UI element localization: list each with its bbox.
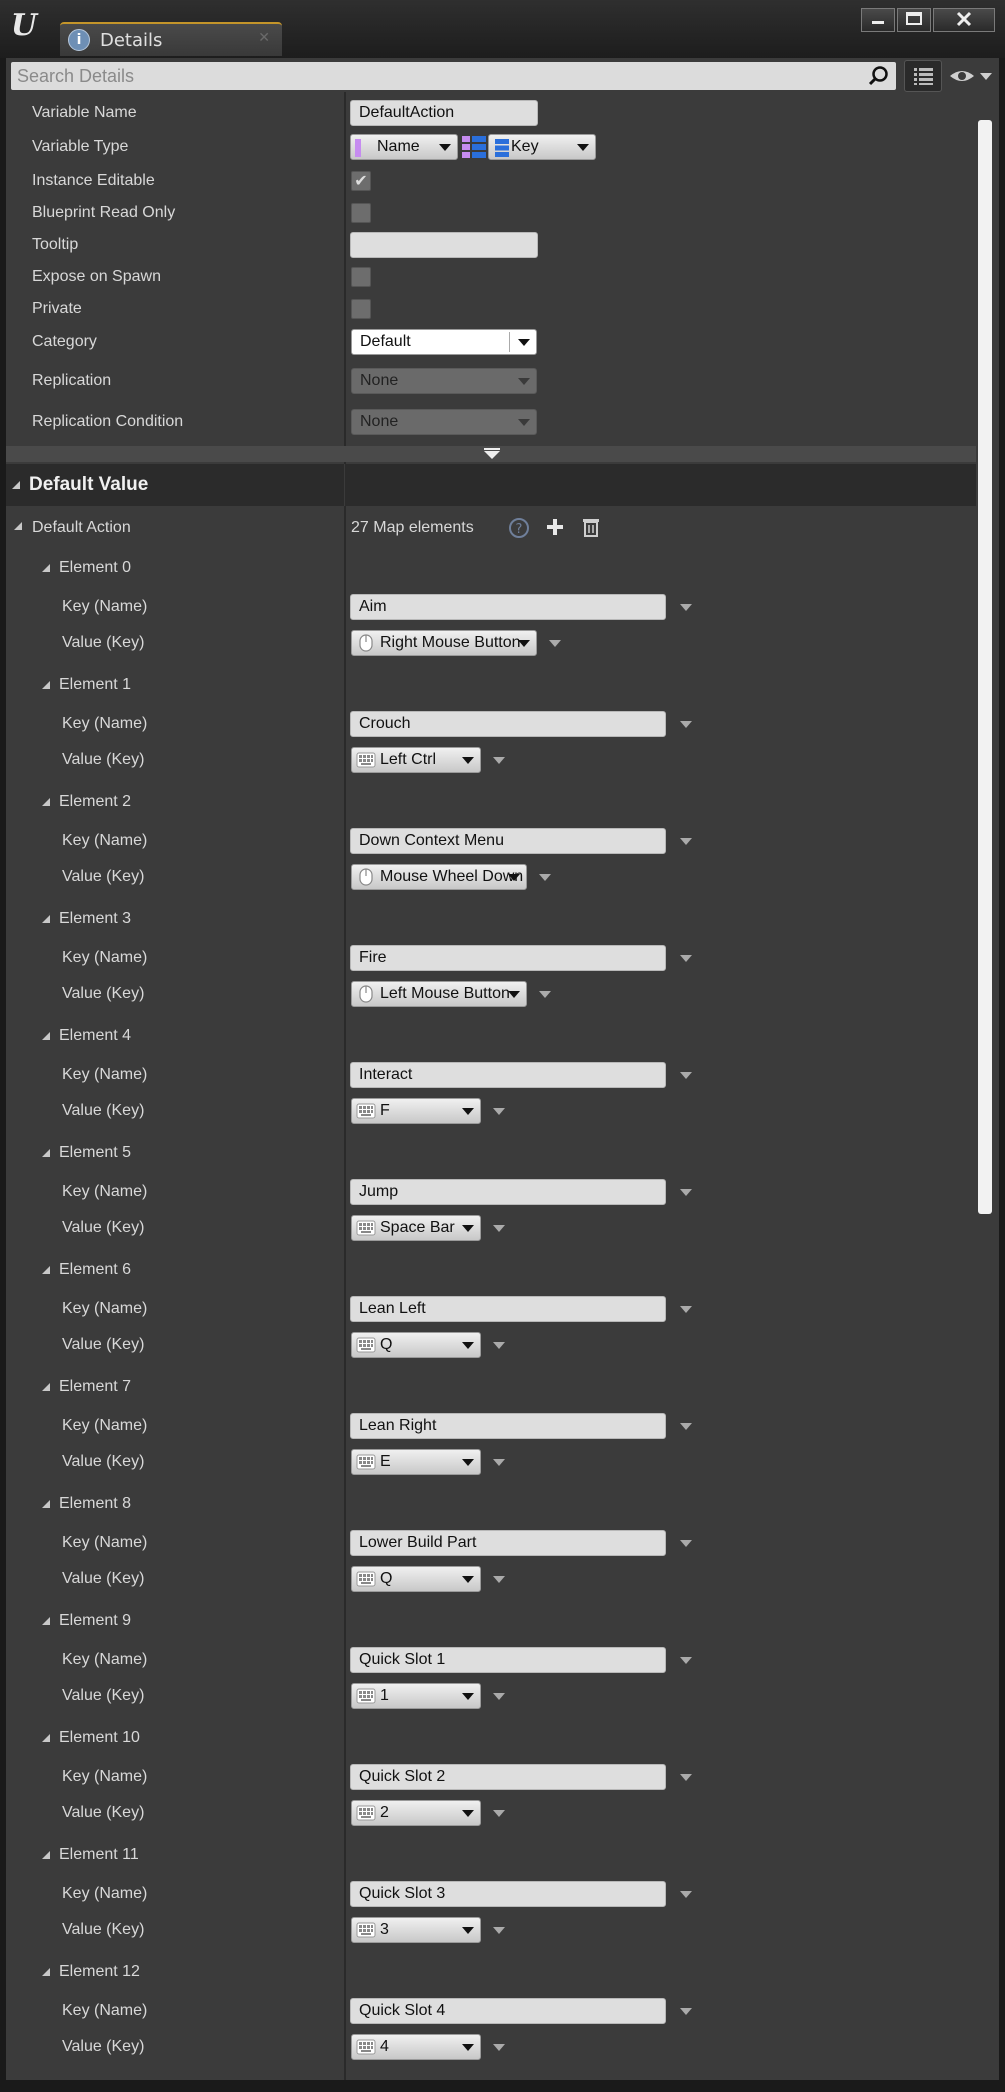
name-pin-icon [355,139,363,157]
keyboard-icon [356,1219,376,1237]
element-title: Element 12 [59,1963,140,1980]
replication-row [6,362,976,400]
element-key-row [6,1641,976,1679]
blueprint-read-only-label: Blueprint Read Only [32,204,176,221]
view-options-button[interactable] [904,60,942,92]
element-value-text: Q [380,1570,393,1587]
chevron-down-icon [462,757,474,764]
key-pin-icon [495,139,509,157]
element-value-text: 1 [380,1687,389,1704]
value-key-label: Value (Key) [62,1219,145,1236]
chevron-down-icon [508,991,520,998]
chevron-down-icon [462,1225,474,1232]
map-element-header[interactable] [6,550,976,588]
keyboard-icon [356,751,376,769]
element-key-input[interactable]: Interact [350,1062,666,1088]
element-value-text: Left Mouse Button [380,985,510,1002]
element-title: Element 8 [59,1495,132,1512]
element-value-row [6,626,976,664]
map-element-header[interactable] [6,1486,976,1524]
map-element-header[interactable] [6,1954,976,1992]
search-box [11,62,896,90]
value-key-label: Value (Key) [62,985,145,1002]
element-key-input[interactable]: Down Context Menu [350,828,666,854]
close-button[interactable] [933,8,995,32]
element-key-input[interactable]: Quick Slot 4 [350,1998,666,2024]
map-element-header[interactable] [6,1837,976,1875]
help-icon[interactable] [508,517,530,539]
keyboard-icon [356,1453,376,1471]
map-element-header[interactable] [6,901,976,939]
default-action-label: Default Action [32,519,131,536]
key-name-label: Key (Name) [62,1768,148,1785]
default-action-row [6,508,976,548]
svg-text:?: ? [515,522,523,537]
element-title: Element 3 [59,910,132,927]
key-name-label: Key (Name) [62,1651,148,1668]
element-value-dropdown[interactable] [351,1917,481,1943]
details-panel [6,58,999,2080]
tooltip-label: Tooltip [32,236,79,253]
key-name-label: Key (Name) [62,715,148,732]
value-options-chevron-icon[interactable] [493,1576,505,1583]
key-options-chevron-icon[interactable] [680,2008,692,2015]
element-value-dropdown[interactable] [351,630,537,656]
map-element-header[interactable] [6,1018,976,1056]
tooltip-input[interactable] [350,232,538,258]
key-options-chevron-icon[interactable] [680,1540,692,1547]
key-options-chevron-icon[interactable] [680,1774,692,1781]
chevron-down-icon [462,2044,474,2051]
key-options-chevron-icon[interactable] [680,955,692,962]
collapse-icon[interactable] [42,681,50,689]
keyboard-icon [356,1687,376,1705]
collapse-icon[interactable] [42,915,50,923]
tab-close-icon[interactable]: ✕ [258,30,270,46]
section-title: Default Value [29,474,149,495]
replication-condition-value: None [360,413,399,430]
category-row [6,324,976,360]
map-element-count: 27 Map elements [351,519,474,536]
key-type-text: Name [377,138,420,155]
map-element-header[interactable] [6,1603,976,1641]
key-name-label: Key (Name) [62,832,148,849]
key-options-chevron-icon[interactable] [680,1072,692,1079]
element-key-input[interactable]: Quick Slot 3 [350,1881,666,1907]
chevron-down-icon [462,1810,474,1817]
element-value-dropdown[interactable] [351,2034,481,2060]
element-title: Element 5 [59,1144,132,1161]
expose-on-spawn-row [6,260,976,294]
key-name-label: Key (Name) [62,949,148,966]
value-key-label: Value (Key) [62,1570,145,1587]
element-key-row [6,1056,976,1094]
blueprint-read-only-row [6,196,976,230]
element-title: Element 7 [59,1378,132,1395]
collapse-icon[interactable] [42,1968,50,1976]
replication-dropdown[interactable] [351,368,537,394]
advanced-expander[interactable] [6,446,976,462]
key-name-label: Key (Name) [62,1183,148,1200]
value-type-dropdown[interactable] [488,134,596,160]
key-options-chevron-icon[interactable] [680,1423,692,1430]
replication-label: Replication [32,372,112,389]
chevron-down-icon [508,874,520,881]
chevron-down-icon [484,451,500,459]
value-options-chevron-icon[interactable] [549,640,561,647]
chevron-down-icon [518,378,530,385]
element-value-text: Mouse Wheel Down [380,868,524,885]
element-key-input[interactable]: Lower Build Part [350,1530,666,1556]
element-value-text: F [380,1102,390,1119]
expose-on-spawn-checkbox[interactable] [351,267,371,287]
element-value-text: E [380,1453,391,1470]
element-title: Element 6 [59,1261,132,1278]
title-bar [0,0,1005,58]
element-key-input[interactable]: Lean Left [350,1296,666,1322]
key-options-chevron-icon[interactable] [680,721,692,728]
chevron-down-icon [462,1108,474,1115]
element-value-row [6,1094,976,1132]
value-key-label: Value (Key) [62,1804,145,1821]
element-value-dropdown[interactable] [351,1566,481,1592]
element-value-row [6,743,976,781]
element-title: Element 4 [59,1027,132,1044]
element-key-row [6,822,976,860]
replication-condition-label: Replication Condition [32,413,184,430]
element-key-input[interactable]: Jump [350,1179,666,1205]
element-value-dropdown[interactable] [351,864,527,890]
value-options-chevron-icon[interactable] [493,1225,505,1232]
trash-icon[interactable] [580,516,602,538]
chevron-down-icon [518,339,530,346]
mouse-icon [356,868,376,886]
chevron-down-icon [439,144,451,151]
value-options-chevron-icon[interactable] [493,1693,505,1700]
element-key-row [6,1173,976,1211]
value-options-chevron-icon[interactable] [493,1810,505,1817]
unreal-logo-icon: U [10,8,38,43]
element-value-row [6,1211,976,1249]
chevron-down-icon [462,1459,474,1466]
search-icon[interactable] [868,65,890,87]
replication-condition-dropdown[interactable] [351,409,537,435]
element-key-row [6,1758,976,1796]
element-value-dropdown[interactable] [351,1215,481,1241]
element-value-text: 3 [380,1921,389,1938]
value-key-label: Value (Key) [62,1102,145,1119]
key-name-label: Key (Name) [62,1885,148,1902]
map-element-header[interactable] [6,1252,976,1290]
category-label: Category [32,333,97,350]
collapse-icon[interactable] [42,1383,50,1391]
private-row [6,292,976,326]
collapse-icon[interactable] [42,1266,50,1274]
maximize-icon [904,9,924,29]
element-key-row [6,939,976,977]
element-key-row [6,588,976,626]
value-key-label: Value (Key) [62,1921,145,1938]
element-value-text: Left Ctrl [380,751,437,768]
value-options-chevron-icon[interactable] [493,1459,505,1466]
element-value-dropdown[interactable] [351,1449,481,1475]
element-value-row [6,1679,976,1717]
element-value-row [6,1328,976,1366]
key-name-label: Key (Name) [62,2002,148,2019]
value-key-label: Value (Key) [62,1687,145,1704]
map-element-header[interactable] [6,1135,976,1173]
map-element-header[interactable] [6,784,976,822]
element-key-row [6,1992,976,2030]
keyboard-icon [356,1336,376,1354]
maximize-button[interactable] [897,8,931,32]
value-key-label: Value (Key) [62,1453,145,1470]
value-options-chevron-icon[interactable] [539,874,551,881]
value-options-chevron-icon[interactable] [539,991,551,998]
value-key-label: Value (Key) [62,1336,145,1353]
value-options-chevron-icon[interactable] [493,1342,505,1349]
element-value-dropdown[interactable] [351,1683,481,1709]
element-value-text: 2 [380,1804,389,1821]
private-label: Private [32,300,82,317]
element-value-row [6,2030,976,2068]
element-title: Element 1 [59,676,132,693]
element-value-row [6,1796,976,1834]
key-name-label: Key (Name) [62,1066,148,1083]
collapse-icon[interactable] [42,1851,50,1859]
key-options-chevron-icon[interactable] [680,1189,692,1196]
element-value-row [6,1913,976,1951]
collapse-icon[interactable] [42,1617,50,1625]
keyboard-icon [356,1804,376,1822]
keyboard-icon [356,1570,376,1588]
element-value-text: Right Mouse Button [380,634,521,651]
category-dropdown[interactable] [351,329,537,355]
tab-label: Details [100,30,163,51]
value-options-chevron-icon[interactable] [493,1108,505,1115]
element-key-input[interactable]: Crouch [350,711,666,737]
element-value-text: Space Bar [380,1219,455,1236]
default-value-section-header[interactable] [6,464,976,506]
element-title: Element 10 [59,1729,140,1746]
keyboard-icon [356,1102,376,1120]
chevron-down-icon [462,1342,474,1349]
collapse-icon[interactable] [42,798,50,806]
element-key-input[interactable]: Quick Slot 2 [350,1764,666,1790]
element-key-row [6,1407,976,1445]
variable-name-input[interactable]: DefaultAction [350,100,538,126]
element-value-text: 4 [380,2038,389,2055]
element-value-row [6,860,976,898]
element-key-row [6,1524,976,1562]
keyboard-icon [356,2038,376,2056]
key-options-chevron-icon[interactable] [680,838,692,845]
replication-condition-row [6,402,976,442]
element-title: Element 0 [59,559,132,576]
chevron-down-icon [518,419,530,426]
add-element-icon[interactable] [544,516,566,538]
expand-line-icon [484,448,500,450]
collapse-icon[interactable] [42,1149,50,1157]
element-key-input[interactable]: Lean Right [350,1413,666,1439]
map-element-header[interactable] [6,1720,976,1758]
instance-editable-label: Instance Editable [32,172,155,189]
element-key-row [6,1290,976,1328]
replication-value: None [360,372,399,389]
keyboard-icon [356,1921,376,1939]
element-value-dropdown[interactable] [351,1332,481,1358]
key-name-label: Key (Name) [62,1300,148,1317]
element-title: Element 2 [59,793,132,810]
element-value-dropdown[interactable] [351,747,481,773]
element-key-row [6,705,976,743]
element-value-text: Q [380,1336,393,1353]
element-value-dropdown[interactable] [351,1098,481,1124]
element-key-input[interactable]: Quick Slot 1 [350,1647,666,1673]
collapse-icon[interactable] [14,522,22,530]
element-key-input[interactable]: Aim [350,594,666,620]
chevron-down-icon [462,1693,474,1700]
search-input[interactable] [17,62,857,90]
expose-on-spawn-label: Expose on Spawn [32,268,161,285]
tooltip-row [6,228,976,262]
variable-name-row [6,96,976,130]
element-title: Element 9 [59,1612,132,1629]
chevron-down-icon [462,1576,474,1583]
value-key-label: Value (Key) [62,634,145,651]
variable-type-label: Variable Type [32,138,129,155]
chevron-down-icon [577,144,589,151]
key-options-chevron-icon[interactable] [680,1657,692,1664]
close-icon [954,9,974,29]
element-value-row [6,1562,976,1600]
key-name-label: Key (Name) [62,1417,148,1434]
minimize-button[interactable] [861,8,895,32]
element-value-dropdown[interactable] [351,981,527,1007]
scrollbar-thumb[interactable] [978,120,992,1214]
value-options-chevron-icon[interactable] [493,757,505,764]
value-key-label: Value (Key) [62,751,145,768]
element-title: Element 11 [59,1846,139,1863]
element-value-row [6,977,976,1015]
collapse-icon [12,481,20,489]
minimize-icon [868,9,888,29]
key-name-label: Key (Name) [62,1534,148,1551]
instance-editable-row [6,164,976,198]
eye-icon[interactable] [948,64,996,88]
instance-editable-checkbox[interactable]: ✔ [351,171,371,191]
element-value-dropdown[interactable] [351,1800,481,1826]
section-divider [344,464,345,506]
value-options-chevron-icon[interactable] [493,1927,505,1934]
collapse-icon[interactable] [42,1500,50,1508]
chevron-down-icon [462,1927,474,1934]
mouse-icon [356,634,376,652]
variable-name-label: Variable Name [32,104,137,121]
element-value-row [6,1445,976,1483]
list-view-icon [905,61,941,91]
mouse-icon [356,985,376,1003]
blueprint-read-only-checkbox[interactable] [351,203,371,223]
value-key-label: Value (Key) [62,868,145,885]
key-type-dropdown[interactable] [350,134,458,160]
collapse-icon[interactable] [42,1734,50,1742]
element-key-input[interactable]: Fire [350,945,666,971]
window-controls [861,8,995,32]
map-container-icon[interactable] [462,136,486,158]
map-element-header[interactable] [6,667,976,705]
collapse-icon[interactable] [42,1032,50,1040]
key-name-label: Key (Name) [62,598,148,615]
value-type-text: Key [511,138,539,155]
value-options-chevron-icon[interactable] [493,2044,505,2051]
info-icon: i [68,29,90,51]
map-element-header[interactable] [6,1369,976,1407]
key-options-chevron-icon[interactable] [680,604,692,611]
private-checkbox[interactable] [351,299,371,319]
key-options-chevron-icon[interactable] [680,1306,692,1313]
tab-details[interactable] [60,22,282,56]
dropdown-separator [509,332,510,352]
variable-type-row [6,130,976,164]
key-options-chevron-icon[interactable] [680,1891,692,1898]
value-key-label: Value (Key) [62,2038,145,2055]
element-key-row [6,1875,976,1913]
category-value: Default [360,333,411,350]
chevron-down-icon [518,640,530,647]
collapse-icon[interactable] [42,564,50,572]
